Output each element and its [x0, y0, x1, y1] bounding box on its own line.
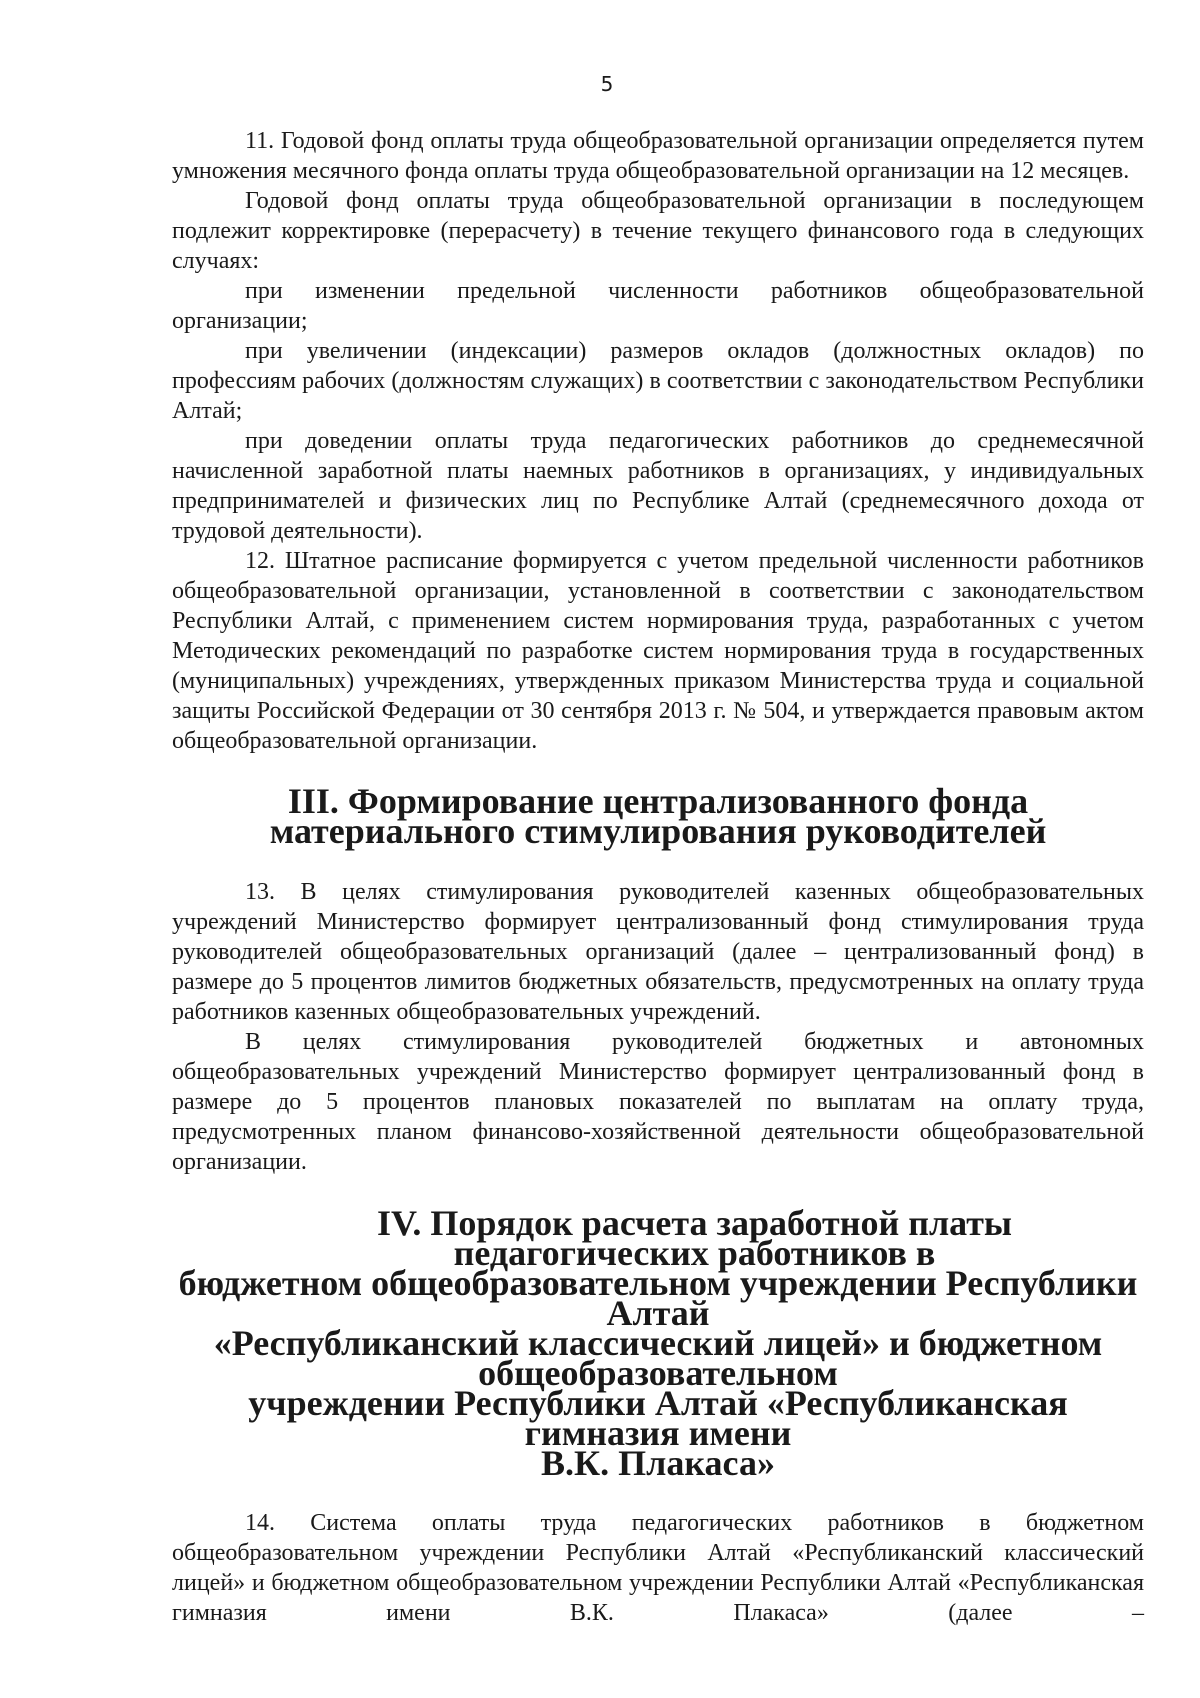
section-4-heading-line: «Республиканский классический лицей» и бюджетном общеобразовательном [213, 1323, 1103, 1393]
section-4-heading-line: бюджетном общеобразовательном учреждении Республики Алтай [178, 1263, 1138, 1333]
paragraph-14: 14. Система оплаты труда педагогических работников в бюджетном общеобразовательном учреждении Республики Алтай «Республиканский классический лицей» и бюджетном общеобразовательном учреждении Республики Алтай «Республиканская гимназия имени В.К. Плакаса» (далее – [172, 1510, 1144, 1626]
section-4-heading-line: IV. Порядок расчета заработной платы педагогических работников в [376, 1203, 1012, 1273]
paragraph-12: 12. Штатное расписание формируется с учетом предельной численности работников общеобразовательной организации, установленной в соответствии с законодательством Республики Алтай, с применением систем нормирования труда, разработанных с учетом Методических рекомендаций по разработке систем нормирования труда в государственных (муниципальных) учреждениях, утвержденных приказом Министерства труда и социальной защиты Российской Федерации от 30 сентября 2013 г. № 504, и утверждается правовым актом общеобразовательной организации. [172, 548, 1144, 754]
document-body [172, 126, 1144, 1628]
paragraph-case-indexation: при увеличении (индексации) размеров окладов (должностных окладов) по профессиям рабочих (должностям служащих) в соответствии с законодательством Республики Алтай; [172, 338, 1144, 424]
section-4-heading-line: учреждении Республики Алтай «Республиканская гимназия имени [248, 1383, 1068, 1453]
section-4-heading [172, 1203, 1144, 1483]
section-3-heading-line: III. Формирование централизованного фонда [287, 781, 1029, 821]
paragraph-11: 11. Годовой фонд оплаты труда общеобразовательной организации определяется путем умножения месячного фонда оплаты труда общеобразовательной организации на 12 месяцев. [172, 128, 1144, 184]
paragraph-case-headcount: при изменении предельной численности работников общеобразовательной организации; [172, 278, 1144, 334]
section-3-heading [172, 781, 1144, 851]
section-3-heading-line: материального стимулирования руководителей [269, 811, 1047, 851]
paragraph-case-average-salary: при доведении оплаты труда педагогических работников до среднемесячной начисленной заработной платы наемных работников в организациях, у индивидуальных предпринимателей и физических лиц по Республике Алтай (среднемесячного дохода от трудовой деятельности). [172, 428, 1144, 544]
section-4-heading-line: В.К. Плакаса» [541, 1443, 775, 1483]
paragraph-13-budget-autonomous: В целях стимулирования руководителей бюджетных и автономных общеобразовательных учреждений Министерство формирует централизованный фонд в размере до 5 процентов плановых показателей по выплатам на оплату труда, предусмотренных планом финансово-хозяйственной деятельности общеобразовательной организации. [172, 1029, 1144, 1175]
paragraph-annual-fund-adjustment: Годовой фонд оплаты труда общеобразовательной организации в последующем подлежит корректировке (перерасчету) в течение текущего финансового года в следующих случаях: [172, 188, 1144, 274]
page-number: 5 [600, 72, 614, 96]
paragraph-13: 13. В целях стимулирования руководителей казенных общеобразовательных учреждений Министерство формирует централизованный фонд стимулирования труда руководителей общеобразовательных организаций (далее – централизованный фонд) в размере до 5 процентов лимитов бюджетных обязательств, предусмотренных на оплату труда работников казенных общеобразовательных учреждений. [172, 879, 1144, 1025]
